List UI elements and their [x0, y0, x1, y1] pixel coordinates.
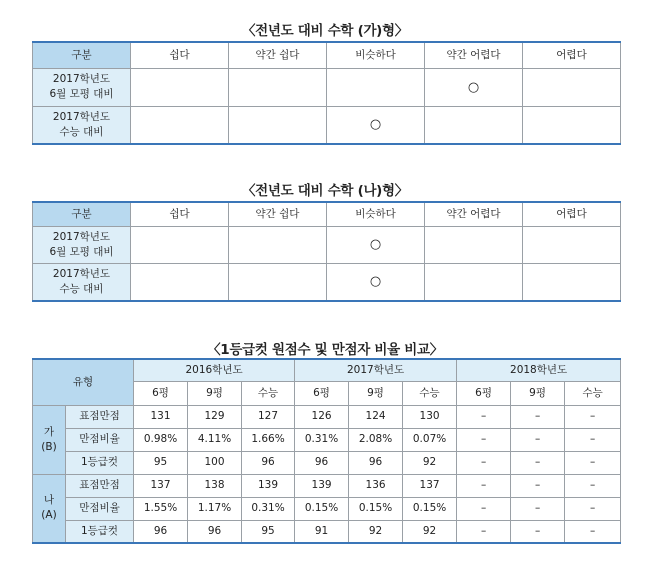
- table-cell: 100: [188, 451, 242, 474]
- row-label: 2017학년도 6월 모평 대비: [33, 68, 131, 106]
- header-exam: 6평: [134, 381, 188, 405]
- table2-title: 〈전년도 대비 수학 (나)형〉: [241, 183, 408, 199]
- table-cell: 91: [295, 520, 349, 543]
- table-row: [33, 497, 621, 520]
- table-cell: –: [511, 520, 565, 543]
- header-similar: 비슷하다: [327, 42, 425, 68]
- header-hard: 어렵다: [523, 42, 621, 68]
- table-cell: [131, 68, 229, 106]
- table-cell: [229, 106, 327, 144]
- table-cell: [425, 226, 523, 263]
- table-cell: –: [565, 405, 621, 428]
- table-cell: 0.15%: [295, 497, 349, 520]
- header-year-2016: 2016학년도: [134, 359, 295, 381]
- table1-title: 〈전년도 대비 수학 (가)형〉: [241, 23, 408, 39]
- table-cell: 92: [403, 451, 457, 474]
- header-category: 구분: [33, 42, 131, 68]
- table-cell: 96: [242, 451, 295, 474]
- header-slightly-hard: 약간 어렵다: [425, 42, 523, 68]
- table-cell: 96: [295, 451, 349, 474]
- header-exam: 수능: [242, 381, 295, 405]
- table-cell: [131, 106, 229, 144]
- metric-label: 표점만점: [66, 474, 134, 497]
- header-type: 유형: [33, 359, 134, 405]
- table-cell: 2.08%: [349, 428, 403, 451]
- table-cell: 131: [134, 405, 188, 428]
- table-cell: 1.55%: [134, 497, 188, 520]
- table-cell: [523, 68, 621, 106]
- table-row: [33, 106, 621, 144]
- header-hard: 어렵다: [523, 202, 621, 226]
- table-cell: 130: [403, 405, 457, 428]
- table-cell: 137: [403, 474, 457, 497]
- table-cell: –: [457, 520, 511, 543]
- metric-label: 만점비율: [66, 428, 134, 451]
- table-cell: 4.11%: [188, 428, 242, 451]
- table-cell: [523, 226, 621, 263]
- table-cell: [229, 263, 327, 301]
- table-cell: [131, 263, 229, 301]
- table-cell: –: [565, 520, 621, 543]
- table-cell: –: [457, 405, 511, 428]
- metric-label: 만점비율: [66, 497, 134, 520]
- table-cell: 0.15%: [403, 497, 457, 520]
- table-cell: –: [457, 474, 511, 497]
- group-label-na: 나 (A): [33, 474, 66, 543]
- comparison-table-ga: [32, 41, 621, 145]
- header-exam: 수능: [403, 381, 457, 405]
- table-cell: 1.17%: [188, 497, 242, 520]
- header-easy: 쉽다: [131, 42, 229, 68]
- table-cell: 138: [188, 474, 242, 497]
- table-cell: –: [511, 428, 565, 451]
- row-label: 2017학년도 수능 대비: [33, 106, 131, 144]
- table-cell: –: [511, 474, 565, 497]
- table-cell: 127: [242, 405, 295, 428]
- table-cell: 136: [349, 474, 403, 497]
- header-exam: 수능: [565, 381, 621, 405]
- comparison-table-na: [32, 201, 621, 302]
- table-cell: [425, 263, 523, 301]
- table-cell: 124: [349, 405, 403, 428]
- table-cell: 95: [134, 451, 188, 474]
- table-cell: [523, 263, 621, 301]
- year-header-row: [33, 359, 621, 381]
- table-cell: [229, 226, 327, 263]
- table-cell: –: [565, 497, 621, 520]
- table-cell: [327, 68, 425, 106]
- metric-label: 표점만점: [66, 405, 134, 428]
- group-label-ga: 가 (B): [33, 405, 66, 474]
- table-cell: 139: [242, 474, 295, 497]
- table-row: [33, 263, 621, 301]
- table-cell: 129: [188, 405, 242, 428]
- table3-title: 〈1등급컷 원점수 및 만점자 비율 비교〉: [207, 342, 443, 358]
- header-year-2017: 2017학년도: [295, 359, 457, 381]
- table-cell: –: [565, 428, 621, 451]
- table-cell: –: [457, 428, 511, 451]
- table-cell: [229, 68, 327, 106]
- table-cell: 0.07%: [403, 428, 457, 451]
- table-cell: 0.98%: [134, 428, 188, 451]
- grade-cut-table: [32, 358, 621, 544]
- table-cell: 137: [134, 474, 188, 497]
- header-year-2018: 2018학년도: [457, 359, 621, 381]
- header-exam: 9평: [188, 381, 242, 405]
- table-cell: 1.66%: [242, 428, 295, 451]
- table-cell: ○: [425, 68, 523, 106]
- header-exam: 6평: [457, 381, 511, 405]
- table-cell: 96: [349, 451, 403, 474]
- table-cell: –: [511, 497, 565, 520]
- table-cell: 139: [295, 474, 349, 497]
- table-cell: –: [565, 451, 621, 474]
- header-exam: 6평: [295, 381, 349, 405]
- header-slightly-easy: 약간 쉽다: [229, 42, 327, 68]
- table-cell: [523, 106, 621, 144]
- table-cell: 0.31%: [242, 497, 295, 520]
- header-exam: 9평: [511, 381, 565, 405]
- table-header-row: [33, 202, 621, 226]
- table-cell: –: [511, 405, 565, 428]
- table-cell: 92: [349, 520, 403, 543]
- table-row: [33, 68, 621, 106]
- table-cell: ○: [327, 226, 425, 263]
- header-category: 구분: [33, 202, 131, 226]
- header-easy: 쉽다: [131, 202, 229, 226]
- table-cell: ○: [327, 263, 425, 301]
- table-row: [33, 451, 621, 474]
- table-cell: 96: [188, 520, 242, 543]
- metric-label: 1등급컷: [66, 451, 134, 474]
- header-slightly-hard: 약간 어렵다: [425, 202, 523, 226]
- table-cell: [425, 106, 523, 144]
- row-label: 2017학년도 수능 대비: [33, 263, 131, 301]
- table-cell: 0.31%: [295, 428, 349, 451]
- table-header-row: [33, 42, 621, 68]
- table-row: [33, 474, 621, 497]
- table-cell: –: [457, 497, 511, 520]
- table-cell: 95: [242, 520, 295, 543]
- table-cell: 96: [134, 520, 188, 543]
- header-exam: 9평: [349, 381, 403, 405]
- table-row: [33, 428, 621, 451]
- table-cell: 126: [295, 405, 349, 428]
- table-row: [33, 520, 621, 543]
- header-similar: 비슷하다: [327, 202, 425, 226]
- table-cell: –: [457, 451, 511, 474]
- table-row: [33, 226, 621, 263]
- table-row: [33, 405, 621, 428]
- table-cell: 92: [403, 520, 457, 543]
- table-cell: 0.15%: [349, 497, 403, 520]
- header-slightly-easy: 약간 쉽다: [229, 202, 327, 226]
- table-cell: –: [565, 474, 621, 497]
- table-cell: ○: [327, 106, 425, 144]
- table-cell: –: [511, 451, 565, 474]
- metric-label: 1등급컷: [66, 520, 134, 543]
- row-label: 2017학년도 6월 모평 대비: [33, 226, 131, 263]
- table-cell: [131, 226, 229, 263]
